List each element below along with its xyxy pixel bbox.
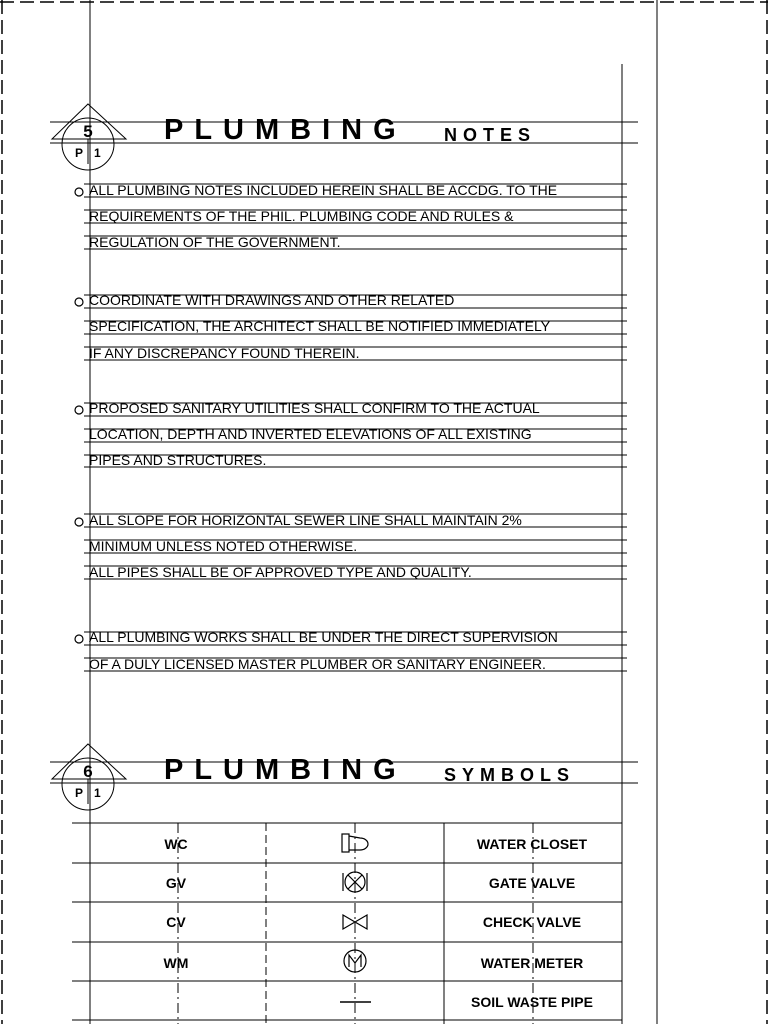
symbol-code: GV [165, 875, 187, 891]
section-tag-sheet-letter: P [75, 786, 84, 800]
symbol-description: GATE VALVE [488, 875, 576, 891]
note-line: PIPES AND STRUCTURES. [89, 452, 267, 468]
note-line: REQUIREMENTS OF THE PHIL. PLUMBING CODE AND RULES & [89, 208, 514, 224]
section-tag-number: 6 [83, 762, 93, 781]
note-line: COORDINATE WITH DRAWINGS AND OTHER RELATED [89, 292, 455, 308]
section-tag-number: 5 [83, 122, 93, 141]
symbol-description: CHECK VALVE [482, 914, 582, 930]
bullet-icon [75, 298, 83, 306]
symbol-code: CV [166, 914, 186, 930]
note-bullets [75, 188, 83, 643]
section-tag-sheet-number: 1 [94, 146, 101, 160]
section-title: PLUMBING [164, 114, 407, 146]
note-line: LOCATION, DEPTH AND INVERTED ELEVATIONS OF ALL EXISTING [89, 426, 532, 442]
section-title: PLUMBING [164, 754, 407, 786]
note-line: OF A DULY LICENSED MASTER PLUMBER OR SANITARY ENGINEER. [89, 656, 546, 672]
symbol-description: SOIL WASTE PIPE [471, 994, 593, 1010]
section-tag-sheet-number: 1 [94, 786, 101, 800]
symbol-description: WATER CLOSET [476, 836, 588, 852]
note-line: PROPOSED SANITARY UTILITIES SHALL CONFIRM TO THE ACTUAL [89, 400, 540, 416]
bullet-icon [75, 635, 83, 643]
note-line: ALL SLOPE FOR HORIZONTAL SEWER LINE SHALL MAINTAIN 2% [89, 512, 522, 528]
bullet-icon [75, 188, 83, 196]
section-subtitle: NOTES [444, 125, 537, 145]
symbol-description: WATER METER [480, 955, 584, 971]
section-tag-sheet-letter: P [75, 146, 84, 160]
note-line: ALL PLUMBING NOTES INCLUDED HEREIN SHALL BE ACCDG. TO THE [89, 182, 558, 198]
note-line: ALL PLUMBING WORKS SHALL BE UNDER THE DIRECT SUPERVISION [89, 629, 558, 645]
note-line: REGULATION OF THE GOVERNMENT. [89, 234, 341, 250]
section-subtitle: SYMBOLS [444, 765, 576, 785]
bullet-icon [75, 518, 83, 526]
symbol-code: WM [163, 955, 189, 971]
bullet-icon [75, 406, 83, 414]
note-line: SPECIFICATION, THE ARCHITECT SHALL BE NOTIFIED IMMEDIATELY [89, 318, 551, 334]
note-line: IF ANY DISCREPANCY FOUND THEREIN. [89, 345, 360, 361]
note-line: ALL PIPES SHALL BE OF APPROVED TYPE AND QUALITY. [89, 564, 472, 580]
symbol-code: WC [164, 836, 188, 852]
note-line: MINIMUM UNLESS NOTED OTHERWISE. [89, 538, 358, 554]
